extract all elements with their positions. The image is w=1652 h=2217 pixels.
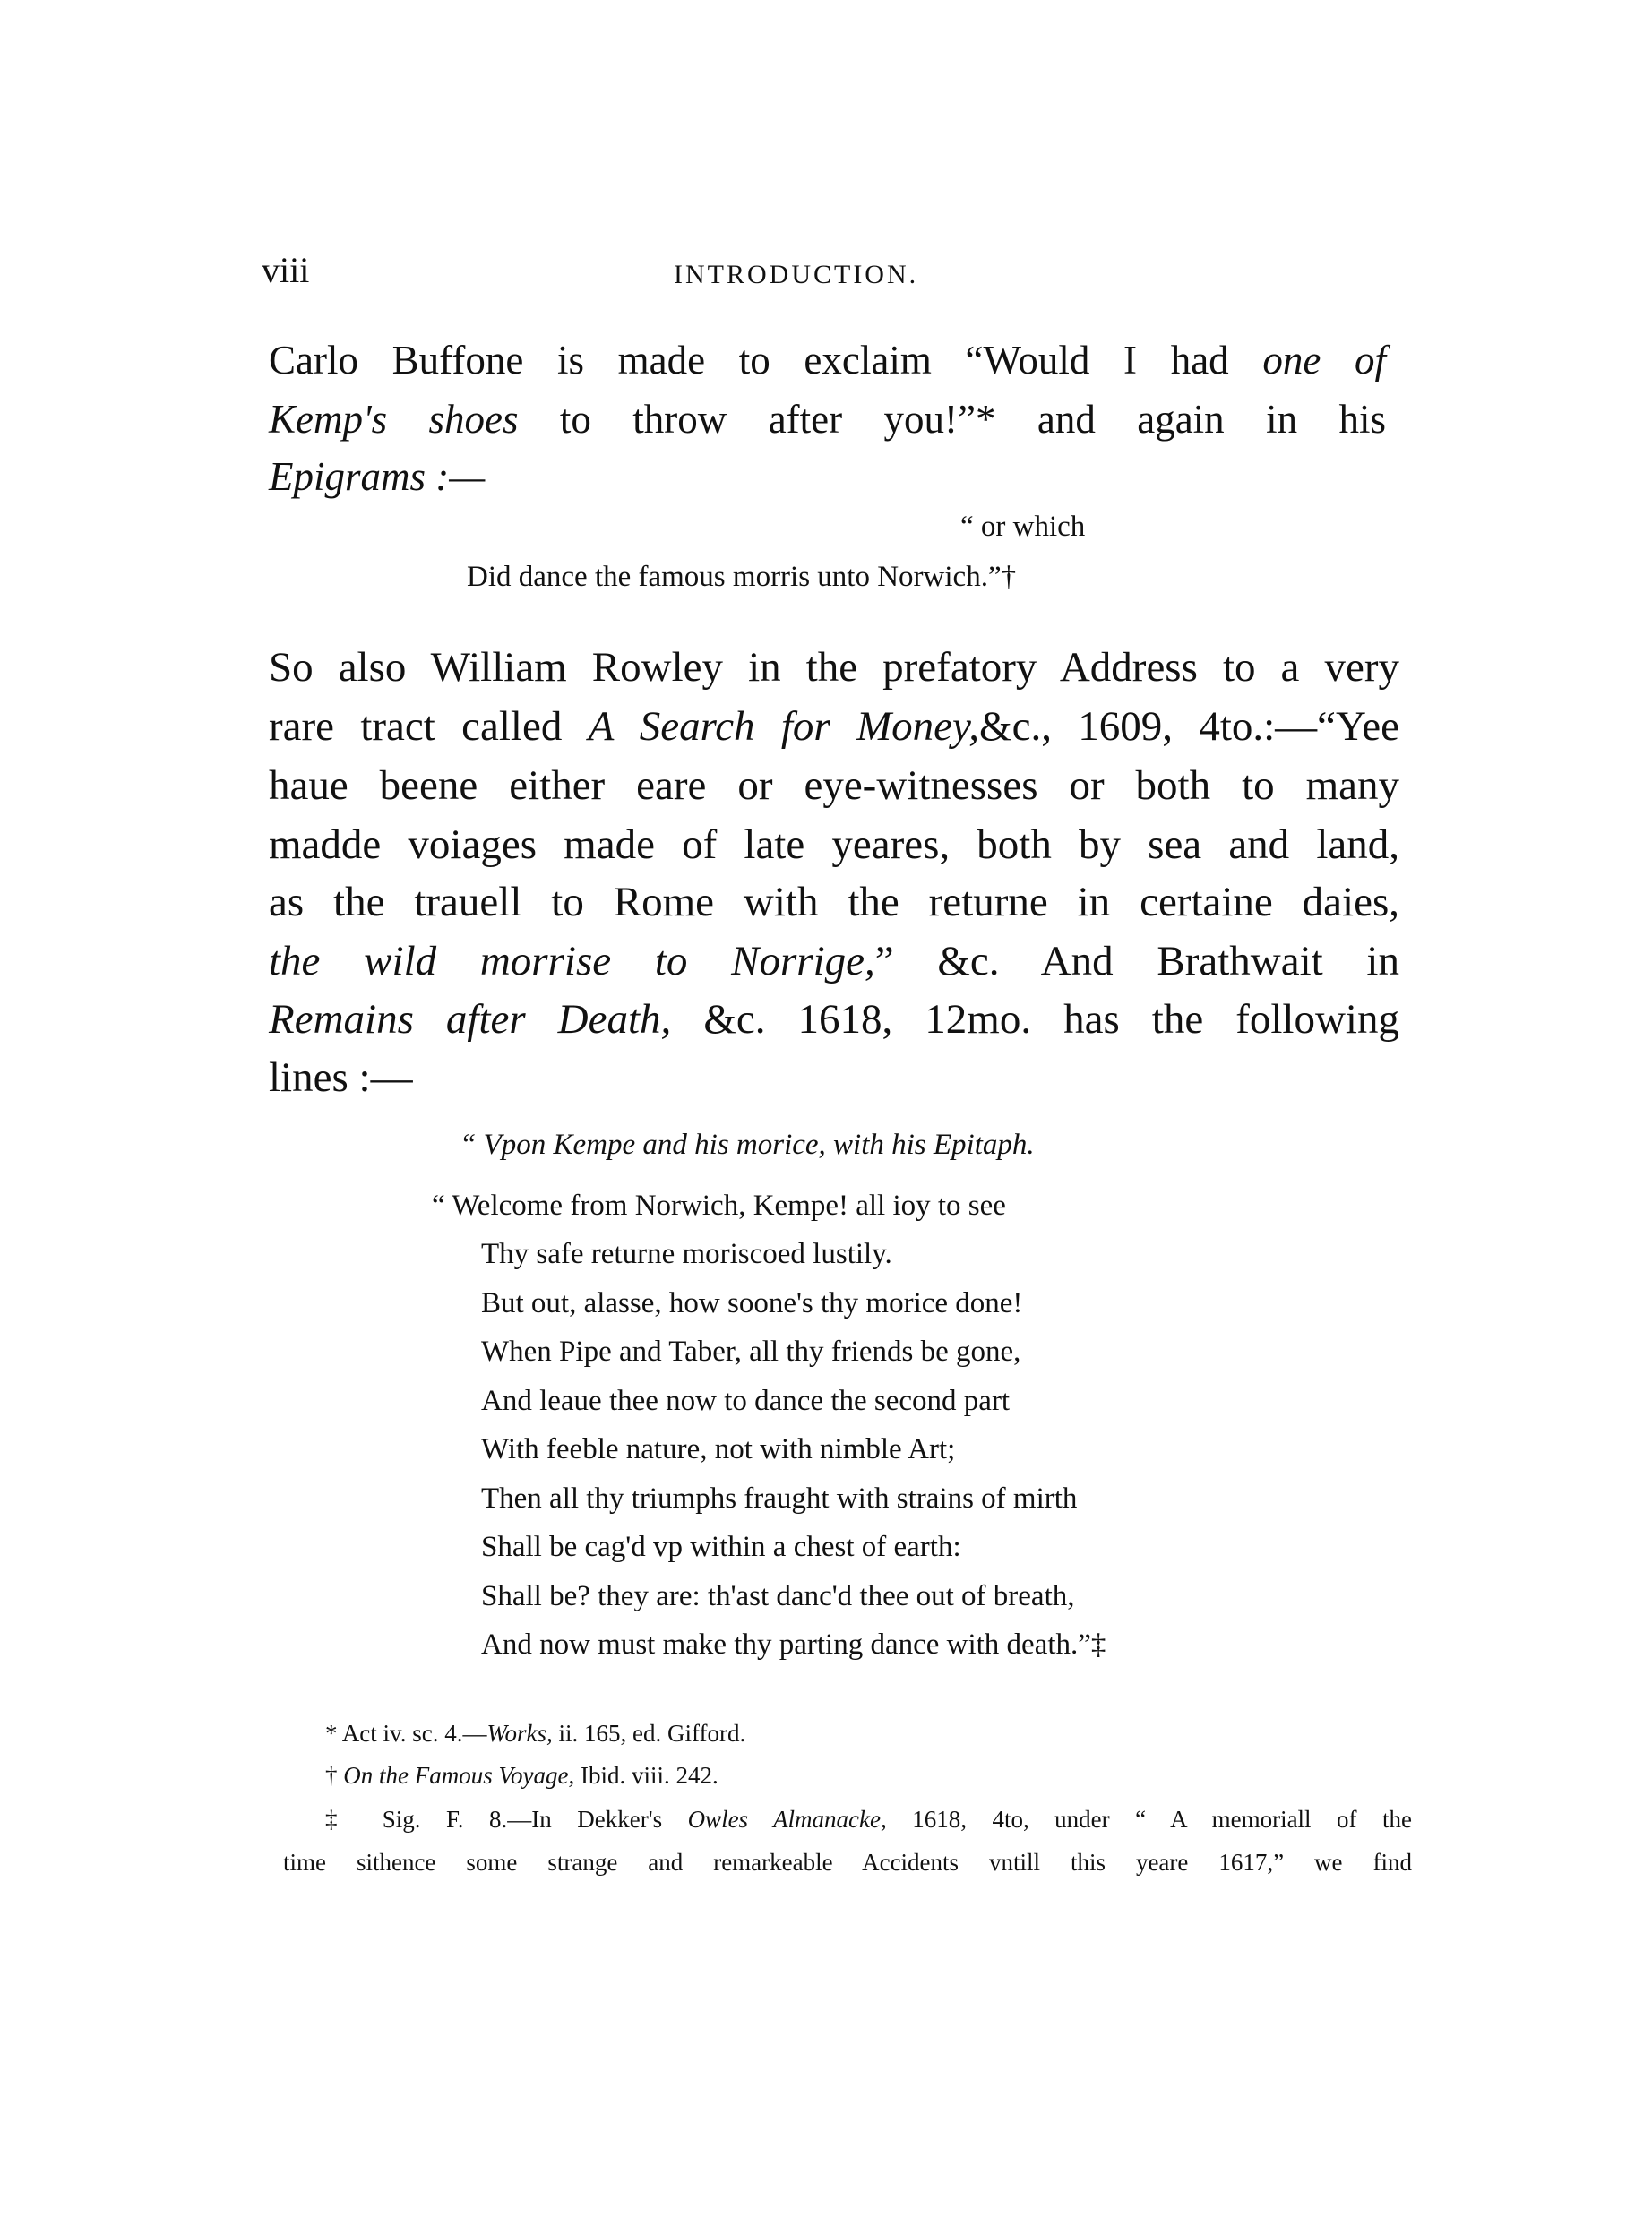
text: ii. 165, ed. Gifford. — [552, 1720, 746, 1747]
quote-line: Did dance the famous morris unto Norwich.”† — [467, 561, 1017, 593]
italic-text: Epigrams :— — [269, 454, 486, 499]
paragraph2-line — [269, 703, 1400, 750]
text: ‡ Sig. F. 8.—In Dekker's — [325, 1806, 688, 1833]
text: Ibid. viii. 242. — [574, 1762, 718, 1789]
italic-text: Owles Almanacke, — [687, 1806, 887, 1833]
text: † — [325, 1762, 344, 1789]
italic-text: the wild morrise to Norrige, — [269, 938, 875, 984]
poem-line: Shall be? they are: th'ast danc'd thee out of breath, — [481, 1580, 1075, 1612]
poem-line: With feeble nature, not with nimble Art; — [481, 1433, 956, 1465]
paragraph2-line: madde voiages made of late yeares, both by sea and land, — [269, 821, 1399, 868]
poem-line: But out, alasse, how soone's thy morice done! — [481, 1287, 1023, 1319]
paragraph1-line — [269, 454, 1386, 499]
text: 1618, 4to, under “ A memoriall of the — [886, 1806, 1412, 1833]
poem-line: Then all thy triumphs fraught with strains of mirth — [481, 1482, 1078, 1515]
running-title: INTRODUCTION. — [674, 260, 919, 289]
text: rare tract called — [269, 703, 589, 750]
poem-line: When Pipe and Taber, all thy friends be gone, — [481, 1336, 1021, 1368]
paragraph1-line — [269, 340, 1386, 381]
footnote — [325, 1764, 718, 1788]
text: ” &c. And Brathwait in — [874, 938, 1399, 984]
italic-text: A Search for Money, — [588, 703, 980, 750]
poem-line: “ Welcome from Norwich, Kempe! all ioy to see — [432, 1190, 1006, 1222]
footnote — [325, 1808, 1412, 1832]
italic-text: Remains after Death, — [269, 996, 672, 1043]
italic-text: Kemp's shoes — [269, 397, 519, 442]
italic-text: one of — [1262, 338, 1386, 382]
paragraph2-line — [269, 938, 1399, 984]
paragraph2-line: as the trauell to Rome with the returne in certaine daies, — [269, 879, 1399, 925]
poem-line: And leaue thee now to dance the second part — [481, 1385, 1011, 1417]
footnote-continuation: time sithence some strange and remarkeable Accidents vntill this yeare 1617,” we find — [283, 1849, 1412, 1876]
text: * Act iv. sc. 4.— — [325, 1720, 487, 1747]
poem-title: “ Vpon Kempe and his morice, with his Epitaph. — [460, 1129, 1035, 1161]
paragraph2-line: lines :— — [269, 1054, 413, 1101]
italic-text: Works, — [486, 1720, 553, 1747]
footnote — [325, 1722, 745, 1746]
quote-line: “ or which — [960, 511, 1086, 543]
paragraph2-line: So also William Rowley in the prefatory Address to a very — [269, 644, 1399, 691]
page-number: viii — [262, 250, 310, 290]
italic-text: On the Famous Voyage, — [343, 1762, 575, 1789]
poem-line: Thy safe returne moriscoed lustily. — [481, 1238, 892, 1270]
text: &c., 1609, 4to.:—“Yee — [979, 703, 1400, 750]
poem-line: And now must make thy parting dance with death.”‡ — [481, 1628, 1106, 1661]
paragraph2-line: haue beene either eare or eye-witnesses or both to many — [269, 762, 1399, 809]
text: &c. 1618, 12mo. has the following — [671, 996, 1399, 1043]
paragraph2-line — [269, 996, 1399, 1043]
text: Carlo Buffone is made to exclaim “Would I had — [269, 338, 1263, 382]
text: to throw after you!”* and again in his — [518, 397, 1386, 442]
paragraph1-line — [269, 397, 1386, 442]
poem-line: Shall be cag'd vp within a chest of earth: — [481, 1531, 961, 1563]
